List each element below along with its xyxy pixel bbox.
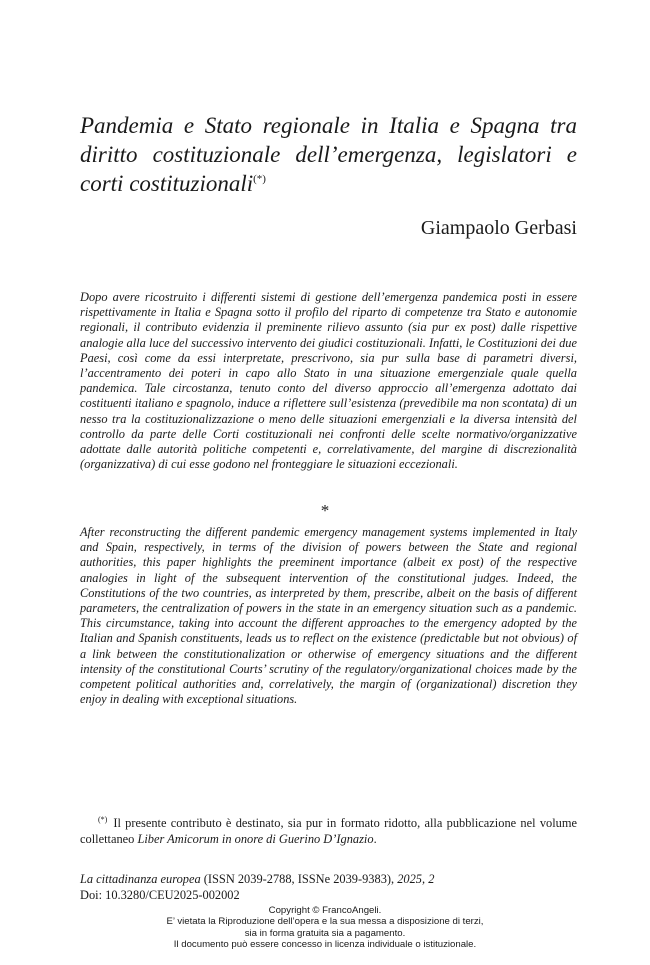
article-title	[80, 111, 577, 198]
footnote-text-before: Il presente contributo è destinato, sia pur in formato ridotto, alla pubblicazione nel volume collettaneo	[80, 816, 577, 846]
footnote-text-after: .	[373, 831, 377, 846]
journal-citation	[80, 872, 577, 903]
footnote-book-title: Liber Amicorum in onore di Guerino D’Ignazio	[137, 831, 374, 846]
copyright-notice	[0, 905, 650, 951]
copyright-line-4: Il documento può essere concesso in licenza individuale o istituzionale.	[173, 939, 477, 951]
abstract-english: After reconstructing the different pandemic emergency management systems implemented in Italy and Spain, respectively, in terms of the division of powers between the State and regional authorities, this paper highlights the preeminent importance (albeit ex post) of the respective analogies in light of the subsequent intervention of the constitutional judges. Indeed, the Constitutions of the two countries, as interpreted by them, prescribe, albeit on the basis of different parameters, the centralization of powers in the state in an emergency situation such as a pandemic. This circumstance, taking into account the different approaches to the emergency adopted by the Italian and Spanish constituents, leads us to reflect on the existence (predictable but not obvious) of a link between the constitutionalization or otherwise of emergency situations and the different intensity of the constitutional Courts’ scrutiny of the regulatory/organizational choices made by the competent political authorities and, correlatively, the margin of (organizational) discretion they enjoy in dealing with exceptional situations.	[80, 525, 577, 707]
author-name: Giampaolo Gerbasi	[420, 217, 577, 239]
abstract-italian: Dopo avere ricostruito i differenti sistemi di gestione dell’emergenza pandemica posti in essere rispettivamente in Italia e Spagna sotto il profilo del riparto di competenze tra Stato e autonomie regionali, il contributo evidenzia il preminente rilievo assunto (sia pur ex post) dalle rispettive analogie alla luce del successivo intervento dei giudici costituzionali. Infatti, le Costituzioni dei due Paesi, così come da essi interpretate, prescrivono, sia pur sulla base di parametri diversi, l’accentramento dei poteri in capo allo Stato in una situazione emergenziale quale quella pandemica. Tale circostanza, tenuto conto del diverso approccio all’emergenza adottato dai costituenti italiano e spagnolo, induce a riflettere sull’esistenza (prevedibile ma non scontata) di un nesso tra la costituzionalizzazione o meno delle situazioni emergenziali e la diversa intensità del controllo da parte delle Corti costituzionali nei confronti delle scelte normativo/organizzative adottate dalle autorità politiche competenti e, correlativamente, del margine di discrezionalità (organizzativa) di cui esse godono nel fronteggiare le situazioni eccezionali.	[80, 290, 577, 472]
journal-issue: 2025, 2	[397, 872, 435, 886]
article-title-text: Pandemia e Stato regionale in Italia e Spagna tra diritto costituzionale dell’emergenza, legislatori e corti costituzionali	[80, 113, 577, 196]
section-separator: *	[320, 501, 330, 520]
footnote-mark: (*)	[98, 815, 108, 824]
journal-name: La cittadinanza europea	[80, 872, 201, 886]
title-footnote-mark[interactable]: (*)	[253, 173, 266, 185]
copyright-line-3: sia in forma gratuita sia a pagamento.	[244, 927, 406, 939]
journal-issn: (ISSN 2039-2788, ISSNe 2039-9383),	[200, 872, 398, 886]
copyright-line-1: Copyright © FrancoAngeli.	[268, 905, 382, 916]
copyright-line-2: E’ vietata la Riproduzione dell’opera e la sua messa a disposizione di terzi,	[166, 916, 484, 928]
journal-doi[interactable]: Doi: 10.3280/CEU2025-002002	[80, 887, 240, 902]
footnote	[80, 816, 577, 847]
